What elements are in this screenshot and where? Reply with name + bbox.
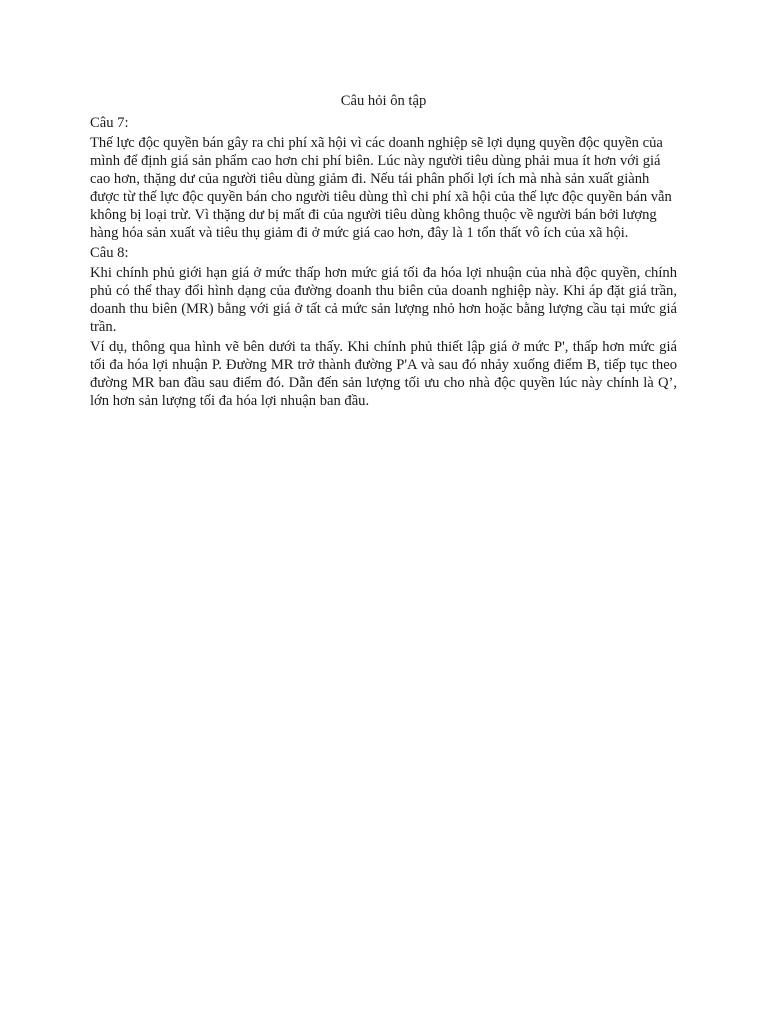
question-7-heading: Câu 7: (90, 115, 129, 131)
question-8-paragraph-2: Ví dụ, thông qua hình vẽ bên dưới ta thấy. Khi chính phủ thiết lập giá ở mức P', thấp hơn mức giá tối đa hóa lợi nhuận P. Đường MR trở thành đường P'A và sau đó nhảy xuống điểm B, tiếp tục theo đường MR ban đầu sau điểm đó. Dẫn đến sản lượng tối ưu cho nhà độc quyền lúc này chính là Q’, lớn hơn sản lượng tối đa hóa lợi nhuận ban đầu. (90, 339, 677, 409)
question-7-paragraph: Thế lực độc quyền bán gây ra chi phí xã hội vì các doanh nghiệp sẽ lợi dụng quyền độc quyền của mình để định giá sản phẩm cao hơn chi phí biên. Lúc này người tiêu dùng phải mua ít hơn với giá cao hơn, thặng dư của người tiêu dùng giảm đi. Nếu tái phân phối lợi ích mà nhà sản xuất giành được từ thế lực độc quyền bán cho người tiêu dùng thì chi phí xã hội của thế lực độc quyền bán vẫn không bị loại trừ. Vì thặng dư bị mất đi của người tiêu dùng không thuộc về người bán bởi lượng hàng hóa sản xuất và tiêu thụ giảm đi ở mức giá cao hơn, đây là 1 tổn thất vô ích của xã hội. (90, 135, 672, 241)
question-8-paragraph-1: Khi chính phủ giới hạn giá ở mức thấp hơn mức giá tối đa hóa lợi nhuận của nhà độc quyền, chính phủ có thể thay đổi hình dạng của đường doanh thu biên của doanh nghiệp này. Khi áp đặt giá trần, doanh thu biên (MR) bằng với giá ở tất cả mức sản lượng nhỏ hơn hoặc bằng lượng cầu tại mức giá trần. (90, 265, 677, 335)
document-title: Câu hỏi ôn tập (340, 93, 427, 109)
question-8-heading: Câu 8: (90, 245, 129, 261)
document-page (90, 92, 677, 412)
